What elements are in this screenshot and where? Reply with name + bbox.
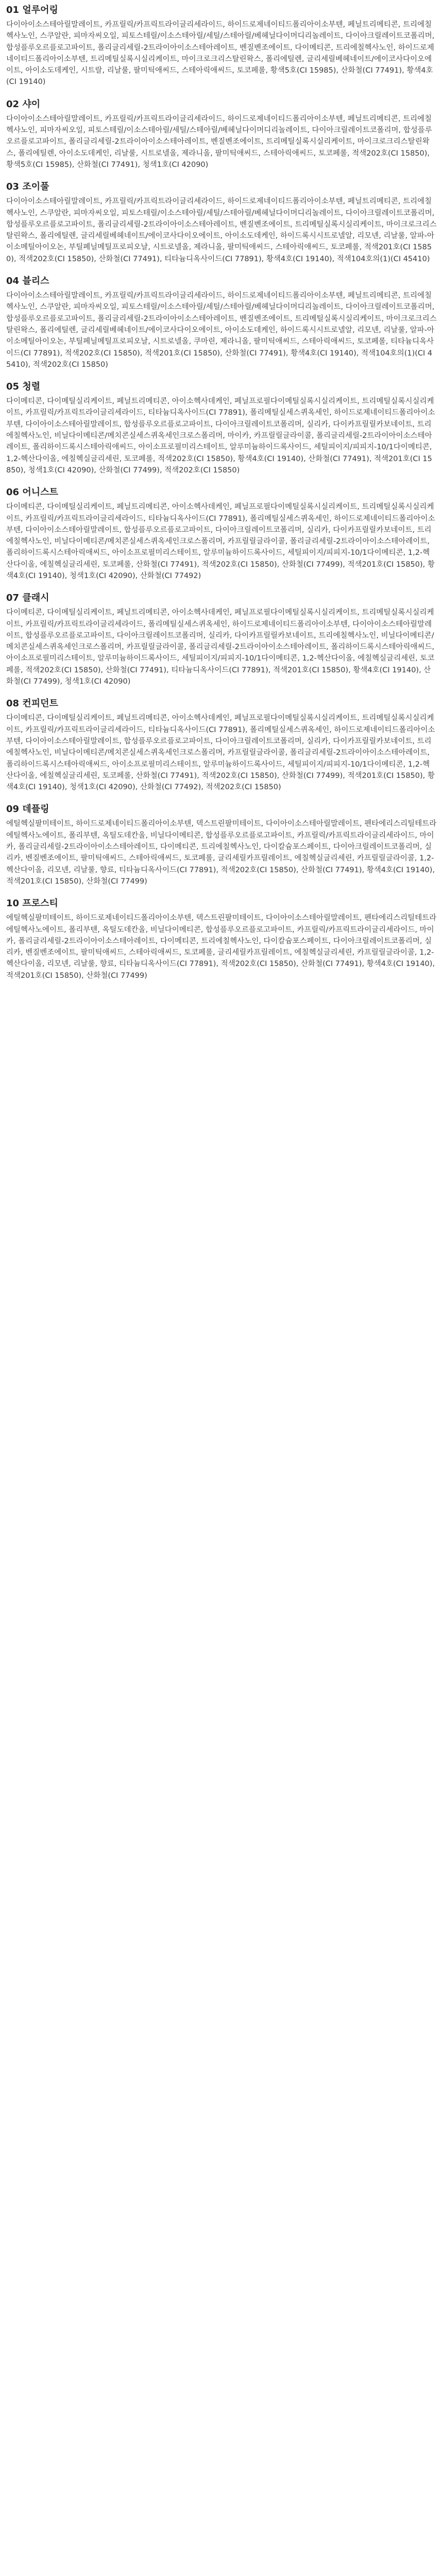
section-title: 03 조이풀 [6, 181, 49, 193]
ingredient-section [6, 98, 437, 171]
ingredient-list: 에틸헥실팔미테이트, 하이드로제네이티드폴리아이소부텐, 덱스트린팔미테이트, 다이아이소스테아릴말레이트, 펜타에리스리틸테트라에틸헥사노에이트, 폴리부텐, 옥틸도데칸올, 비닐다이메티콘, 합성플루오르플로고파이트, 카프릴릭/카프릭트라이글리세라이드, 마이카, 폴리글리세릴-2트라이아이소스테아레이트, 다이메티콘, 트리에칠헥사노인, 다이칼슘포스페이트, 다이아크릴레이트코폴리머, 실리카, 벤질벤조에이트, 팔미틱애씨드, 스테아릭애씨드, 토코페롤, 글리세릴카프릴레이트, 에칠헥실글리세린, 카프릴릴글라이콜, 1,2-헥산다이올, 리모넨, 리날룰, 향료, 티타늄디옥사이드(CI 77891), 적색202호(CI 15850), 산화철(CI 77491), 황색4호(CI 19140), 적색201호(CI 15850), 산화철(CI 77499) [6, 820, 437, 886]
ingredient-section [6, 381, 437, 476]
ingredient-section [6, 486, 437, 582]
section-title: 08 컨피던트 [6, 698, 58, 709]
ingredient-document [6, 4, 437, 992]
ingredient-section [6, 897, 437, 981]
ingredient-list: 다이아이소스테아릴말레이트, 카프릴릭/카프릭트라이글리세라이드, 하이드로제네이티드폴리아이소부텐, 페닐트리메티콘, 트리에칠헥사노인, 스쿠알란, 피마자씨오일, 피토스테릴/이소스테아릴/세틸/스테아릴/베헤닐다이머디리놀레이트, 다이아크릴레이트코폴리머, 합성플루오르플로고파이트, 폴리글리세릴-2트라이아이소스테아레이트, 벤질벤조에이트, 다이메티콘, 트리에칠헥사노인, 하이드로제네이티드폴리아이소부텐, 트리메틸실록시실리케이트, 마이크로크리스탈린왁스, 폴리에틸렌, 글리세릴베헤네이트/에이코사다이오에이트, 아이소도데케인, 시트랄, 리날룰, 팔미틱애씨드, 스테아릭애씨드, 토코페롤, 황색5호(CI 15985), 산화철(CI 77491), 황색4호(CI 19140) [6, 21, 435, 87]
ingredient-list: 다이메티콘, 다이메틸실리케이트, 페닐트리메티콘, 아이소헥사데케인, 페닐프로필다이메틸실록시실리케이트, 트리메틸실록시실리케이트, 카프릴릭/카프릭트라이글리세라이드, 폴리메틸실세스퀴옥세인, 하이드로제네이티드폴리아이소부텐, 다이아이소스테아릴말레이트, 합성플루오르플로고파이트, 다이아크릴레이트코폴리머, 실리카, 다이카프릴릴카보네이트, 트리에칠헥사노인, 비닐다이메티콘/메치콘실세스퀴옥세인크로스폴리머, 카프릴릴글라이콜, 폴리글리세릴-2트라이아이소스테아레이트, 폴리하이드록시스테아릭애씨드, 아이소프로필미리스테이트, 알루미늄하이드록사이드, 세틸피이지/피피지-10/1다이메티콘, 1,2-헥산다이올, 에칠헥실글리세린, 토코페롤, 적색202호(CI 15850), 산화철(CI 77491), 티타늄디옥사이드(CI 77891), 적색201호(CI 15850), 황색4호(CI 19140), 산화철(CI 77499), 청색1호(CI 42090) [6, 608, 435, 686]
ingredient-list: 다이메티콘, 다이메틸실리케이트, 페닐트리메티콘, 아이소헥사데케인, 페닐프로필다이메틸실록시실리케이트, 트리메틸실록시실리케이트, 카프릴릭/카프릭트라이글리세라이드, 티타늄디옥사이드(CI 77891), 폴리메틸실세스퀴옥세인, 하이드로제네이티드폴리아이소부텐, 다이아이소스테아릴말레이트, 합성플루오르플로고파이트, 다이아크릴레이트코폴리머, 실리카, 다이카프릴릴카보네이트, 트리에칠헥사노인, 비닐다이메티콘/메치콘실세스퀴옥세인크로스폴리머, 마이카, 카프릴릴글라이콜, 폴리글리세릴-2트라이아이소스테아레이트, 폴리하이드록시스테아릭애씨드, 아이소프로필미리스테이트, 알루미늄하이드록사이드, 세틸피이지/피피지-10/1다이메티콘, 1,2-헥산다이올, 에칠헥실글리세린, 토코페롤, 적색202호(CI 15850), 황색4호(CI 19140), 산화철(CI 77491), 적색201호(CI 15850), 청색1호(CI 42090), 산화철(CI 77499), 적색202호(CI 15850) [6, 397, 435, 474]
section-title: 09 데플링 [6, 804, 49, 815]
ingredient-list: 다이아이소스테아릴말레이트, 카프릴릭/카프릭트라이글리세라이드, 하이드로제네이티드폴리아이소부텐, 페닐트리메티콘, 트리에칠헥사노인, 스쿠알란, 피마자씨오일, 피토스테릴/이소스테아릴/세틸/스테아릴/베헤닐다이머디리놀레이트, 다이아크릴레이트코폴리머, 합성플루오르플로고파이트, 폴리글리세릴-2트라이아이소스테아레이트, 벤질벤조에이트, 트리메틸실록시실리케이트, 마이크로크리스탈린왁스, 폴리에틸렌, 글리세릴베헤네이트/에이코사다이오에이트, 아이소도데케인, 하이드록시시트로넬알, 리모넨, 리날룰, 알파-아이소메틸아이오논, 부틸페닐메틸프로피오날, 시트로넬올, 쿠마린, 제라니올, 팔미틱애씨드, 스테아릭애씨드, 토코페롤, 티타늄디옥사이드(CI 77891), 적색202호(CI 15850), 적색201호(CI 15850), 산화철(CI 77491), 황색4호(CI 19140), 적색104호의(1)(CI 45410), 적색202호(CI 15850) [6, 292, 437, 369]
section-title: 06 어니스트 [6, 487, 58, 498]
ingredient-section [6, 592, 437, 687]
ingredient-section [6, 181, 437, 265]
section-title: 10 프로스티 [6, 898, 58, 909]
ingredient-list: 다이아이소스테아릴말레이트, 카프릴릭/카프릭트라이글리세라이드, 하이드로제네이티드폴리아이소부텐, 페닐트리메티콘, 트리에칠헥사노인, 스쿠알란, 피마자씨오일, 피토스테릴/이소스테아릴/세틸/스테아릴/베헤닐다이머디리놀레이트, 다이아크릴레이트코폴리머, 합성플루오르플로고파이트, 폴리글리세릴-2트라이아이소스테아레이트, 벤질벤조에이트, 트리메틸실록시실리케이트, 마이크로크리스탈린왁스, 폴리에틸렌, 글리세릴베헤네이트/에이코사다이오에이트, 아이소도데케인, 하이드록시시트로넬알, 리모넨, 리날룰, 알파-아이소메틸아이오논, 부틸페닐메틸프로피오날, 시트로넬올, 제라니올, 팔미틱애씨드, 스테아릭애씨드, 토코페롤, 적색201호(CI 15850), 적색202호(CI 15850), 산화철(CI 77491), 티타늄디옥사이드(CI 77891), 황색4호(CI 19140), 적색104호의(1)(CI 45410) [6, 197, 437, 263]
section-title: 07 클래시 [6, 592, 49, 604]
section-title: 01 얼루어링 [6, 5, 58, 15]
ingredient-section [6, 275, 437, 370]
ingredient-list: 에틸헥실팔미테이트, 하이드로제네이티드폴리아이소부텐, 덱스트린팔미테이트, 다이아이소스테아릴말레이트, 펜타에리스리틸테트라에틸헥사노에이트, 폴리부텐, 옥틸도데칸올, 비닐다이메티콘, 합성플루오르플로고파이트, 카프릴릭/카프릭트라이글리세라이드, 마이카, 폴리글리세릴-2트라이아이소스테아레이트, 다이메티콘, 트리에칠헥사노인, 다이칼슘포스페이트, 다이아크릴레이트코폴리머, 실리카, 벤질벤조에이트, 팔미틱애씨드, 스테아릭애씨드, 토코페롤, 글리세릴카프릴레이트, 에칠헥실글리세린, 카프릴릴글라이콜, 1,2-헥산다이올, 리모넨, 리날룰, 향료, 티타늄디옥사이드(CI 77891), 적색202호(CI 15850), 산화철(CI 77491), 황색4호(CI 19140), 적색201호(CI 15850), 산화철(CI 77499) [6, 914, 437, 980]
ingredient-section [6, 4, 437, 88]
ingredient-list: 다이메티콘, 다이메틸실리케이트, 페닐트리메티콘, 아이소헥사데케인, 페닐프로필다이메틸실록시실리케이트, 트리메틸실록시실리케이트, 카프릴릭/카프릭트라이글리세라이드, 티타늄디옥사이드(CI 77891), 폴리메틸실세스퀴옥세인, 하이드로제네이티드폴리아이소부텐, 다이아이소스테아릴말레이트, 합성플루오르플로고파이트, 다이아크릴레이트코폴리머, 실리카, 다이카프릴릴카보네이트, 트리에칠헥사노인, 비닐다이메티콘/메치콘실세스퀴옥세인크로스폴리머, 카프릴릴글라이콜, 폴리글리세릴-2트라이아이소스테아레이트, 폴리하이드록시스테아릭애씨드, 아이소프로필미리스테이트, 알루미늄하이드록사이드, 세틸피이지/피피지-10/1다이메티콘, 1,2-헥산다이올, 에칠헥실글리세린, 토코페롤, 산화철(CI 77491), 적색202호(CI 15850), 산화철(CI 77499), 적색201호(CI 15850), 황색4호(CI 19140), 청색1호(CI 42090), 산화철(CI 77492), 적색202호(CI 15850) [6, 714, 435, 792]
ingredient-list: 다이아이소스테아릴말레이트, 카프릴릭/카프릭트라이글리세라이드, 하이드로제네이티드폴리아이소부텐, 페닐트리메티콘, 트리에칠헥사노인, 피마자씨오일, 피토스테릴/이소스테아릴/세틸/스테아릴/베헤닐다이머디리놀레이트, 다이아크릴레이트코폴리머, 합성플루오르플로고파이트, 폴리글리세릴-2트라이아이소스테아레이트, 벤질벤조에이트, 트리메틸실록시실리케이트, 마이크로크리스탈린왁스, 폴리에틸렌, 아이소도데케인, 리날룰, 시트로넬올, 제라니올, 팔미틱애씨드, 스테아릭애씨드, 토코페롤, 적색202호(CI 15850), 황색5호(CI 15985), 산화철(CI 77491), 청색1호(CI 42090) [6, 114, 432, 169]
ingredient-list: 다이메티콘, 다이메틸실리케이트, 페닐트리메티콘, 아이소헥사데케인, 페닐프로필다이메틸실록시실리케이트, 트리메틸실록시실리케이트, 카프릴릭/카프릭트라이글리세라이드, 티타늄디옥사이드(CI 77891), 폴리메틸실세스퀴옥세인, 하이드로제네이티드폴리아이소부텐, 다이아이소스테아릴말레이트, 합성플루오르플로고파이트, 다이아크릴레이트코폴리머, 실리카, 다이카프릴릴카보네이트, 트리에칠헥사노인, 비닐다이메티콘/메치콘실세스퀴옥세인크로스폴리머, 카프릴릴글라이콜, 폴리글리세릴-2트라이아이소스테아레이트, 폴리하이드록시스테아릭애씨드, 아이소프로필미리스테이트, 알루미늄하이드록사이드, 세틸피이지/피피지-10/1다이메티콘, 1,2-헥산다이올, 에칠헥실글리세린, 토코페롤, 산화철(CI 77491), 적색202호(CI 15850), 산화철(CI 77499), 적색201호(CI 15850), 황색4호(CI 19140), 청색1호(CI 42090), 산화철(CI 77492) [6, 503, 435, 580]
section-title: 05 청렬 [6, 381, 41, 393]
ingredient-section [6, 803, 437, 887]
section-title: 02 샤이 [6, 98, 41, 110]
section-title: 04 블리스 [6, 276, 49, 287]
ingredient-section [6, 698, 437, 793]
